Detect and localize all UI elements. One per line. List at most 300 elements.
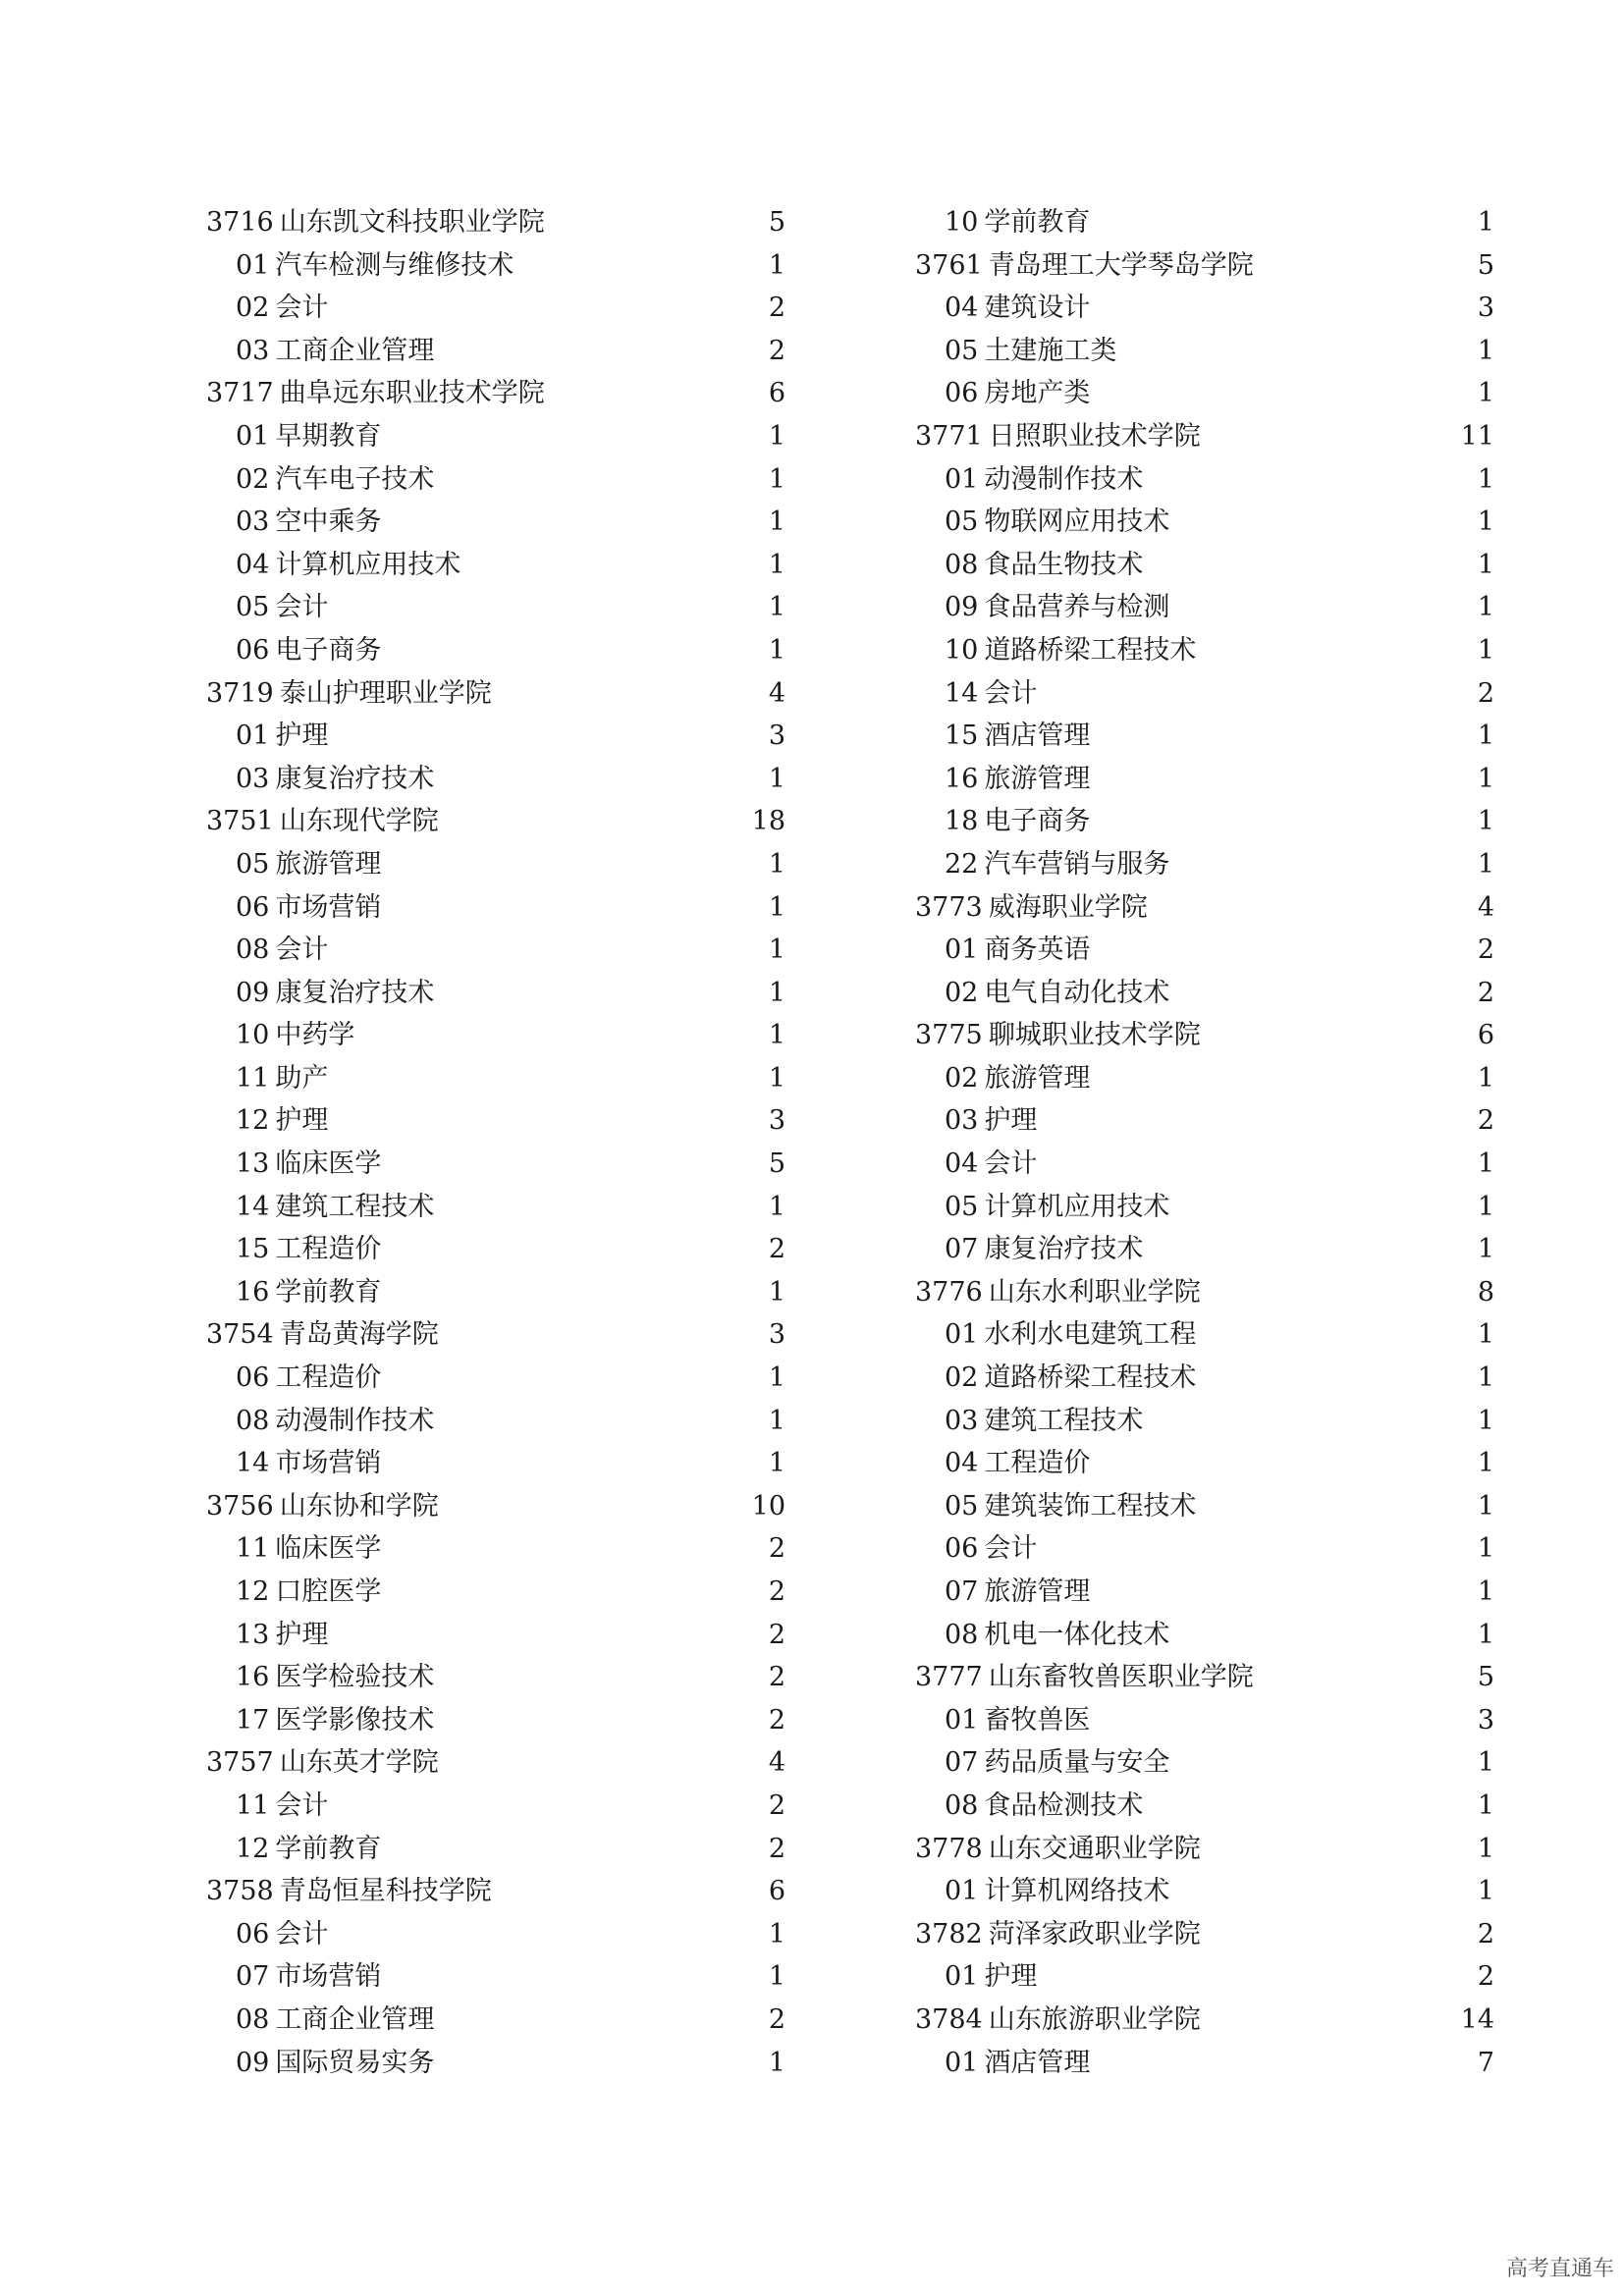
plan-count: 1 <box>768 1362 785 1394</box>
plan-count: 1 <box>768 891 785 923</box>
major-row <box>206 544 785 587</box>
major-name: 食品营养与检测 <box>984 592 1170 623</box>
major-code: 22 <box>945 848 979 880</box>
school-row <box>206 1485 785 1528</box>
plan-count: 4 <box>1477 891 1494 923</box>
plan-count: 1 <box>768 1961 785 1993</box>
plan-count: 2 <box>1477 1961 1494 1993</box>
major-name: 康复治疗技术 <box>275 977 435 1008</box>
school-name: 山东英才学院 <box>279 1747 439 1779</box>
major-row <box>206 1271 785 1314</box>
major-row <box>915 1955 1494 1999</box>
school-name: 聊城职业技术学院 <box>988 1020 1201 1051</box>
major-row <box>915 1699 1494 1742</box>
major-name: 会计 <box>984 677 1038 709</box>
major-row <box>206 843 785 886</box>
major-code: 14 <box>945 677 979 709</box>
school-code: 3756 <box>206 1490 274 1522</box>
plan-count: 1 <box>1477 463 1494 495</box>
major-row <box>206 501 785 544</box>
major-row <box>915 501 1494 544</box>
major-name: 机电一体化技术 <box>984 1619 1170 1650</box>
major-row <box>915 1614 1494 1657</box>
school-row <box>206 1313 785 1357</box>
major-name: 物联网应用技术 <box>984 507 1170 538</box>
school-code: 3771 <box>915 420 983 452</box>
school-code: 3776 <box>915 1276 983 1308</box>
plan-count: 1 <box>1477 1191 1494 1222</box>
plan-count: 1 <box>1477 1362 1494 1394</box>
major-code: 06 <box>236 1362 270 1394</box>
plan-count: 1 <box>768 763 785 794</box>
major-code: 03 <box>945 1105 979 1137</box>
major-row <box>206 715 785 758</box>
major-row <box>915 1228 1494 1271</box>
major-name: 建筑设计 <box>984 293 1091 324</box>
major-row <box>915 1741 1494 1785</box>
plan-count: 1 <box>1477 1789 1494 1821</box>
major-row <box>206 1571 785 1614</box>
major-code: 15 <box>945 721 979 752</box>
major-row <box>915 715 1494 758</box>
school-name: 青岛恒星科技学院 <box>279 1876 492 1907</box>
major-name: 会计 <box>275 293 329 324</box>
plan-count: 5 <box>768 207 785 238</box>
plan-count: 2 <box>1477 934 1494 966</box>
major-row <box>915 672 1494 716</box>
major-code: 05 <box>236 592 270 623</box>
major-code: 03 <box>236 507 270 538</box>
school-row <box>915 1656 1494 1699</box>
school-row <box>915 1828 1494 1871</box>
major-row <box>915 1143 1494 1186</box>
major-code: 01 <box>236 249 270 281</box>
major-row <box>915 330 1494 373</box>
plan-count: 2 <box>768 1704 785 1735</box>
major-name: 工程造价 <box>275 1362 382 1394</box>
school-code: 3717 <box>206 378 274 409</box>
school-row <box>915 1913 1494 1956</box>
major-name: 房地产类 <box>984 378 1091 409</box>
school-row <box>915 1014 1494 1057</box>
major-row <box>915 1485 1494 1528</box>
plan-count: 1 <box>1477 1833 1494 1864</box>
major-code: 11 <box>236 1533 270 1565</box>
major-code: 02 <box>945 1062 979 1094</box>
major-code: 01 <box>945 1704 979 1735</box>
major-name: 会计 <box>275 1918 329 1949</box>
major-row <box>206 287 785 330</box>
plan-count: 2 <box>768 1533 785 1565</box>
plan-count: 10 <box>751 1490 785 1522</box>
major-code: 04 <box>945 293 979 324</box>
major-row <box>915 287 1494 330</box>
major-code: 05 <box>945 507 979 538</box>
major-name: 酒店管理 <box>984 2047 1091 2078</box>
major-name: 食品生物技术 <box>984 549 1144 580</box>
plan-count: 1 <box>1477 1234 1494 1265</box>
major-code: 01 <box>945 463 979 495</box>
plan-count: 1 <box>1477 335 1494 366</box>
major-name: 护理 <box>275 721 329 752</box>
plan-count: 1 <box>1477 1490 1494 1522</box>
plan-count: 6 <box>1477 1020 1494 1051</box>
plan-count: 1 <box>1477 1747 1494 1779</box>
major-code: 07 <box>236 1961 270 1993</box>
school-code: 3782 <box>915 1918 983 1949</box>
plan-count: 1 <box>1477 378 1494 409</box>
major-code: 09 <box>236 2047 270 2078</box>
major-name: 会计 <box>275 1789 329 1821</box>
major-code: 07 <box>945 1234 979 1265</box>
major-code: 08 <box>945 1619 979 1650</box>
major-name: 旅游管理 <box>984 1062 1091 1094</box>
major-code: 01 <box>945 2047 979 2078</box>
school-row <box>206 372 785 415</box>
plan-count: 1 <box>1477 592 1494 623</box>
major-code: 05 <box>945 335 979 366</box>
major-row <box>206 1400 785 1443</box>
major-name: 电气自动化技术 <box>984 977 1170 1008</box>
major-name: 汽车检测与维修技术 <box>275 249 514 281</box>
major-name: 会计 <box>275 592 329 623</box>
major-code: 05 <box>236 848 270 880</box>
major-code: 03 <box>945 1405 979 1436</box>
major-code: 12 <box>236 1833 270 1864</box>
major-name: 工程造价 <box>275 1234 382 1265</box>
plan-count: 1 <box>1477 1533 1494 1565</box>
school-code: 3775 <box>915 1020 983 1051</box>
plan-count: 2 <box>768 2003 785 2035</box>
major-name: 早期教育 <box>275 420 382 452</box>
school-name: 青岛理工大学琴岛学院 <box>988 249 1254 281</box>
school-row <box>915 415 1494 458</box>
major-row <box>915 629 1494 672</box>
school-name: 山东交通职业学院 <box>988 1833 1201 1864</box>
plan-count: 5 <box>768 1148 785 1180</box>
major-name: 建筑工程技术 <box>275 1191 435 1222</box>
plan-count: 3 <box>1477 293 1494 324</box>
major-name: 药品质量与安全 <box>984 1747 1170 1779</box>
plan-count: 2 <box>1477 977 1494 1008</box>
major-code: 10 <box>945 207 979 238</box>
major-row <box>206 1186 785 1229</box>
major-code: 03 <box>236 335 270 366</box>
major-name: 会计 <box>275 934 329 966</box>
major-row <box>206 1357 785 1400</box>
major-code: 06 <box>236 891 270 923</box>
major-row <box>206 1913 785 1956</box>
plan-count: 2 <box>768 1576 785 1607</box>
major-code: 07 <box>945 1747 979 1779</box>
major-code: 08 <box>236 2003 270 2035</box>
major-name: 临床医学 <box>275 1148 382 1180</box>
major-name: 建筑工程技术 <box>984 1405 1144 1436</box>
school-name: 威海职业学院 <box>988 891 1148 923</box>
school-name: 菏泽家政职业学院 <box>988 1918 1201 1949</box>
major-name: 市场营销 <box>275 1961 382 1993</box>
plan-count: 1 <box>1477 1576 1494 1607</box>
plan-count: 14 <box>1460 2003 1494 2035</box>
major-row <box>915 1099 1494 1143</box>
major-code: 18 <box>945 806 979 837</box>
major-name: 电子商务 <box>275 634 382 666</box>
plan-count: 1 <box>1477 806 1494 837</box>
major-code: 08 <box>945 1789 979 1821</box>
plan-count: 11 <box>1460 420 1494 452</box>
major-row <box>206 458 785 502</box>
major-name: 食品检测技术 <box>984 1789 1144 1821</box>
major-code: 14 <box>236 1191 270 1222</box>
major-name: 道路桥梁工程技术 <box>984 1362 1197 1394</box>
major-name: 旅游管理 <box>275 848 382 880</box>
major-row <box>915 800 1494 843</box>
school-name: 曲阜远东职业技术学院 <box>279 378 545 409</box>
major-code: 11 <box>236 1789 270 1821</box>
plan-count: 1 <box>768 549 785 580</box>
major-name: 动漫制作技术 <box>275 1405 435 1436</box>
right-column <box>915 201 1494 2084</box>
major-name: 计算机应用技术 <box>275 549 461 580</box>
major-name: 学前教育 <box>275 1276 382 1308</box>
major-row <box>915 201 1494 244</box>
major-code: 13 <box>236 1148 270 1180</box>
major-row <box>915 1870 1494 1913</box>
plan-count: 2 <box>768 1619 785 1650</box>
school-code: 3777 <box>915 1662 983 1693</box>
major-code: 06 <box>945 378 979 409</box>
major-row <box>206 629 785 672</box>
major-name: 水利水电建筑工程 <box>984 1319 1197 1351</box>
school-name: 日照职业技术学院 <box>988 420 1201 452</box>
major-name: 酒店管理 <box>984 721 1091 752</box>
school-name: 山东水利职业学院 <box>988 1276 1201 1308</box>
major-row <box>915 1057 1494 1100</box>
plan-count: 1 <box>1477 763 1494 794</box>
major-code: 02 <box>945 1362 979 1394</box>
major-name: 汽车电子技术 <box>275 463 435 495</box>
major-row <box>915 758 1494 801</box>
major-name: 工商企业管理 <box>275 2003 435 2035</box>
major-name: 电子商务 <box>984 806 1091 837</box>
major-code: 01 <box>945 1319 979 1351</box>
plan-count: 1 <box>768 634 785 666</box>
plan-count: 1 <box>1477 848 1494 880</box>
major-row <box>915 458 1494 502</box>
major-code: 06 <box>236 1918 270 1949</box>
major-name: 工商企业管理 <box>275 335 435 366</box>
school-name: 青岛黄海学院 <box>279 1319 439 1351</box>
major-name: 工程造价 <box>984 1448 1091 1479</box>
major-row <box>915 1186 1494 1229</box>
plan-count: 1 <box>1477 634 1494 666</box>
plan-count: 2 <box>768 1234 785 1265</box>
school-code: 3716 <box>206 207 274 238</box>
major-row <box>915 1400 1494 1443</box>
plan-count: 7 <box>1477 2047 1494 2078</box>
plan-count: 8 <box>1477 1276 1494 1308</box>
major-row <box>206 244 785 288</box>
school-row <box>206 1870 785 1913</box>
school-name: 泰山护理职业学院 <box>279 677 492 709</box>
major-name: 康复治疗技术 <box>984 1234 1144 1265</box>
major-row <box>206 1999 785 2042</box>
plan-count: 6 <box>768 378 785 409</box>
major-code: 05 <box>945 1191 979 1222</box>
major-row <box>206 1228 785 1271</box>
plan-count: 2 <box>768 1789 785 1821</box>
major-row <box>915 929 1494 972</box>
major-row <box>206 415 785 458</box>
plan-count: 4 <box>768 1747 785 1779</box>
plan-count: 2 <box>1477 677 1494 709</box>
major-code: 04 <box>236 549 270 580</box>
major-name: 计算机应用技术 <box>984 1191 1170 1222</box>
major-row <box>206 1014 785 1057</box>
plan-count: 1 <box>768 1062 785 1094</box>
major-name: 会计 <box>984 1533 1038 1565</box>
major-name: 空中乘务 <box>275 507 382 538</box>
major-code: 08 <box>945 549 979 580</box>
school-row <box>206 672 785 716</box>
major-code: 04 <box>945 1148 979 1180</box>
major-code: 06 <box>236 634 270 666</box>
major-row <box>206 972 785 1015</box>
major-code: 01 <box>236 420 270 452</box>
plan-count: 1 <box>768 977 785 1008</box>
major-name: 国际贸易实务 <box>275 2047 435 2078</box>
plan-count: 1 <box>1477 1148 1494 1180</box>
major-code: 08 <box>236 934 270 966</box>
major-name: 口腔医学 <box>275 1576 382 1607</box>
major-name: 学前教育 <box>984 207 1091 238</box>
major-row <box>915 843 1494 886</box>
major-row <box>206 1057 785 1100</box>
major-code: 01 <box>945 1961 979 1993</box>
major-row <box>915 372 1494 415</box>
major-code: 10 <box>236 1020 270 1051</box>
plan-count: 1 <box>1477 207 1494 238</box>
major-code: 07 <box>945 1576 979 1607</box>
major-code: 10 <box>945 634 979 666</box>
major-row <box>915 1313 1494 1357</box>
plan-count: 1 <box>1477 1448 1494 1479</box>
school-code: 3773 <box>915 891 983 923</box>
major-name: 护理 <box>984 1105 1038 1137</box>
major-name: 中药学 <box>275 1020 355 1051</box>
school-row <box>915 1999 1494 2042</box>
major-row <box>915 1357 1494 1400</box>
plan-count: 1 <box>1477 1405 1494 1436</box>
major-row <box>206 1099 785 1143</box>
major-code: 13 <box>236 1619 270 1650</box>
plan-count: 1 <box>768 934 785 966</box>
watermark-text: 高考直通车 <box>1505 2257 1614 2281</box>
school-row <box>206 201 785 244</box>
plan-count: 1 <box>768 2047 785 2078</box>
plan-count: 1 <box>1477 549 1494 580</box>
major-code: 17 <box>236 1704 270 1735</box>
major-row <box>915 586 1494 629</box>
plan-count: 5 <box>1477 249 1494 281</box>
major-name: 计算机网络技术 <box>984 1876 1170 1907</box>
major-name: 会计 <box>984 1148 1038 1180</box>
major-row <box>206 1785 785 1828</box>
major-name: 助产 <box>275 1062 329 1094</box>
plan-count: 4 <box>768 677 785 709</box>
major-code: 04 <box>945 1448 979 1479</box>
plan-count: 1 <box>768 1020 785 1051</box>
major-row <box>206 929 785 972</box>
plan-count: 1 <box>1477 507 1494 538</box>
left-column <box>206 201 785 2084</box>
major-row <box>206 1442 785 1485</box>
major-code: 03 <box>236 763 270 794</box>
school-code: 3754 <box>206 1319 274 1351</box>
major-row <box>206 1614 785 1657</box>
plan-count: 1 <box>768 463 785 495</box>
plan-count: 1 <box>768 592 785 623</box>
major-code: 11 <box>236 1062 270 1094</box>
major-row <box>206 1656 785 1699</box>
school-name: 山东现代学院 <box>279 806 439 837</box>
major-code: 02 <box>945 977 979 1008</box>
major-code: 14 <box>236 1448 270 1479</box>
school-name: 山东协和学院 <box>279 1490 439 1522</box>
school-code: 3751 <box>206 806 274 837</box>
plan-count: 2 <box>1477 1105 1494 1137</box>
major-row <box>915 1571 1494 1614</box>
plan-count: 2 <box>768 1662 785 1693</box>
major-row <box>206 1527 785 1571</box>
major-name: 土建施工类 <box>984 335 1117 366</box>
major-name: 旅游管理 <box>984 1576 1091 1607</box>
major-code: 16 <box>236 1662 270 1693</box>
major-code: 09 <box>945 592 979 623</box>
major-name: 护理 <box>275 1105 329 1137</box>
school-row <box>915 886 1494 930</box>
major-code: 12 <box>236 1105 270 1137</box>
plan-count: 1 <box>768 1191 785 1222</box>
plan-count: 1 <box>768 1276 785 1308</box>
plan-count: 1 <box>1477 1062 1494 1094</box>
major-code: 01 <box>945 934 979 966</box>
major-code: 16 <box>945 763 979 794</box>
major-name: 畜牧兽医 <box>984 1704 1091 1735</box>
school-name: 山东凯文科技职业学院 <box>279 207 545 238</box>
major-row <box>206 886 785 930</box>
major-row <box>206 2042 785 2085</box>
plan-count: 1 <box>768 507 785 538</box>
major-code: 02 <box>236 293 270 324</box>
major-row <box>206 1828 785 1871</box>
major-code: 12 <box>236 1576 270 1607</box>
plan-count: 1 <box>1477 721 1494 752</box>
plan-count: 6 <box>768 1876 785 1907</box>
plan-count: 18 <box>751 806 785 837</box>
major-code: 15 <box>236 1234 270 1265</box>
plan-count: 1 <box>768 420 785 452</box>
school-name: 山东畜牧兽医职业学院 <box>988 1662 1254 1693</box>
major-name: 市场营销 <box>275 1448 382 1479</box>
plan-count: 1 <box>768 249 785 281</box>
plan-count: 2 <box>768 293 785 324</box>
major-row <box>915 972 1494 1015</box>
major-name: 学前教育 <box>275 1833 382 1864</box>
major-name: 建筑装饰工程技术 <box>984 1490 1197 1522</box>
major-row <box>915 544 1494 587</box>
major-row <box>206 1143 785 1186</box>
